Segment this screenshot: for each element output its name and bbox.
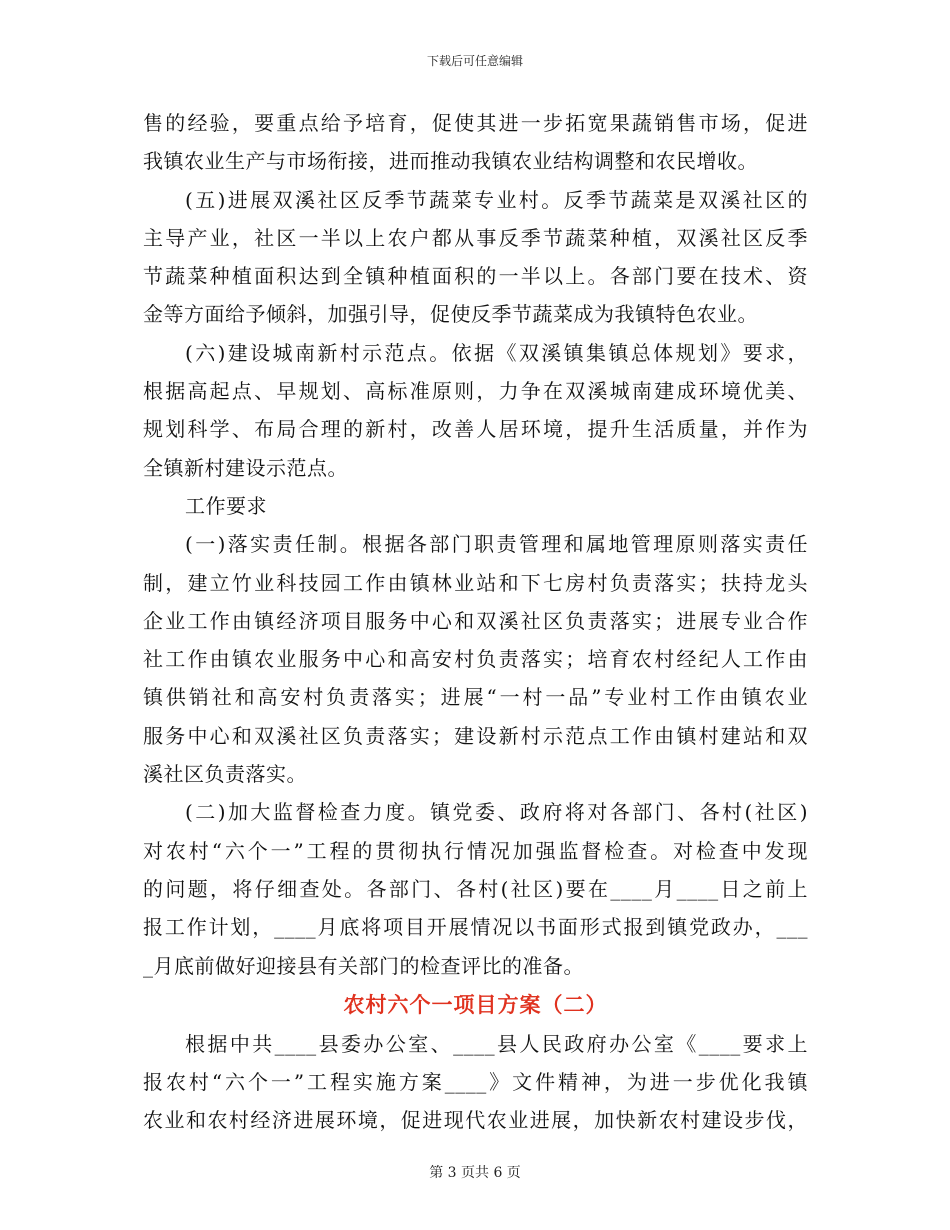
paragraph-line: 企业工作由镇经济项目服务中心和双溪社区负责落实；进展专业合作 [143, 608, 808, 633]
paragraph-line: 规划科学、布局合理的新村，改善人居环境，提升生活质量，并作为 [143, 417, 808, 442]
paragraph-line: 节蔬菜种植面积达到全镇种植面积的一半以上。各部门要在技术、资 [143, 264, 808, 289]
paragraph-line: (六)建设城南新村示范点。依据《双溪镇集镇总体规划》要求， [185, 340, 808, 365]
paragraph-line: 对农村“六个一”工程的贯彻执行情况加强监督检查。对检查中发现 [143, 838, 808, 863]
paragraph-line: (一)落实责任制。根据各部门职责管理和属地管理原则落实责任 [185, 532, 808, 557]
paragraph-line: 的问题，将仔细查处。各部门、各村(社区)要在____月____日之前上 [143, 876, 808, 901]
paragraph-line: 制，建立竹业科技园工作由镇林业站和下七房村负责落实；扶持龙头 [143, 570, 808, 595]
paragraph-line: 溪社区负责落实。 [143, 762, 307, 787]
paragraph-line: 我镇农业生产与市场衔接，进而推动我镇农业结构调整和农民增收。 [143, 149, 758, 174]
subheading: 工作要求 [185, 493, 267, 518]
section-title: 农村六个一项目方案（二） [343, 991, 608, 1017]
paragraph-line: _月底前做好迎接县有关部门的检查评比的准备。 [143, 953, 584, 978]
paragraph-line: 金等方面给予倾斜，加强引导，促使反季节蔬菜成为我镇特色农业。 [143, 302, 758, 327]
paragraph-line: (五)进展双溪社区反季节蔬菜专业村。反季节蔬菜是双溪社区的 [185, 187, 808, 212]
paragraph-line: 服务中心和双溪社区负责落实；建设新村示范点工作由镇村建站和双 [143, 723, 808, 748]
paragraph-line: 根据高起点、早规划、高标准原则，力争在双溪城南建成环境优美、 [143, 379, 808, 404]
page-footer: 第 3 页共 6 页 [429, 1165, 521, 1181]
paragraph-line: 全镇新村建设示范点。 [143, 455, 348, 480]
page-header: 下载后可任意编辑 [426, 54, 523, 68]
paragraph-line: (二)加大监督检查力度。镇党委、政府将对各部门、各村(社区) [185, 800, 808, 825]
paragraph-line: 报工作计划，____月底将项目开展情况以书面形式报到镇党政办，___ [143, 915, 808, 940]
paragraph-line: 社工作由镇农业服务中心和高安村负责落实；培育农村经纪人工作由 [143, 647, 808, 672]
paragraph-line: 报农村“六个一”工程实施方案____》文件精神，为进一步优化我镇 [143, 1070, 808, 1095]
paragraph-line: 镇供销社和高安村负责落实；进展“一村一品”专业村工作由镇农业 [143, 685, 808, 710]
paragraph-line: 根据中共____县委办公室、____县人民政府办公室《____要求上 [185, 1031, 808, 1056]
paragraph-line: 主导产业，社区一半以上农户都从事反季节蔬菜种植，双溪社区反季 [143, 225, 808, 250]
paragraph-line: 农业和农村经济进展环境，促进现代农业进展，加快新农村建设步伐， [143, 1108, 808, 1133]
document-body [143, 104, 808, 1140]
paragraph-line: 售的经验，要重点给予培育，促使其进一步拓宽果蔬销售市场，促进 [143, 111, 808, 135]
